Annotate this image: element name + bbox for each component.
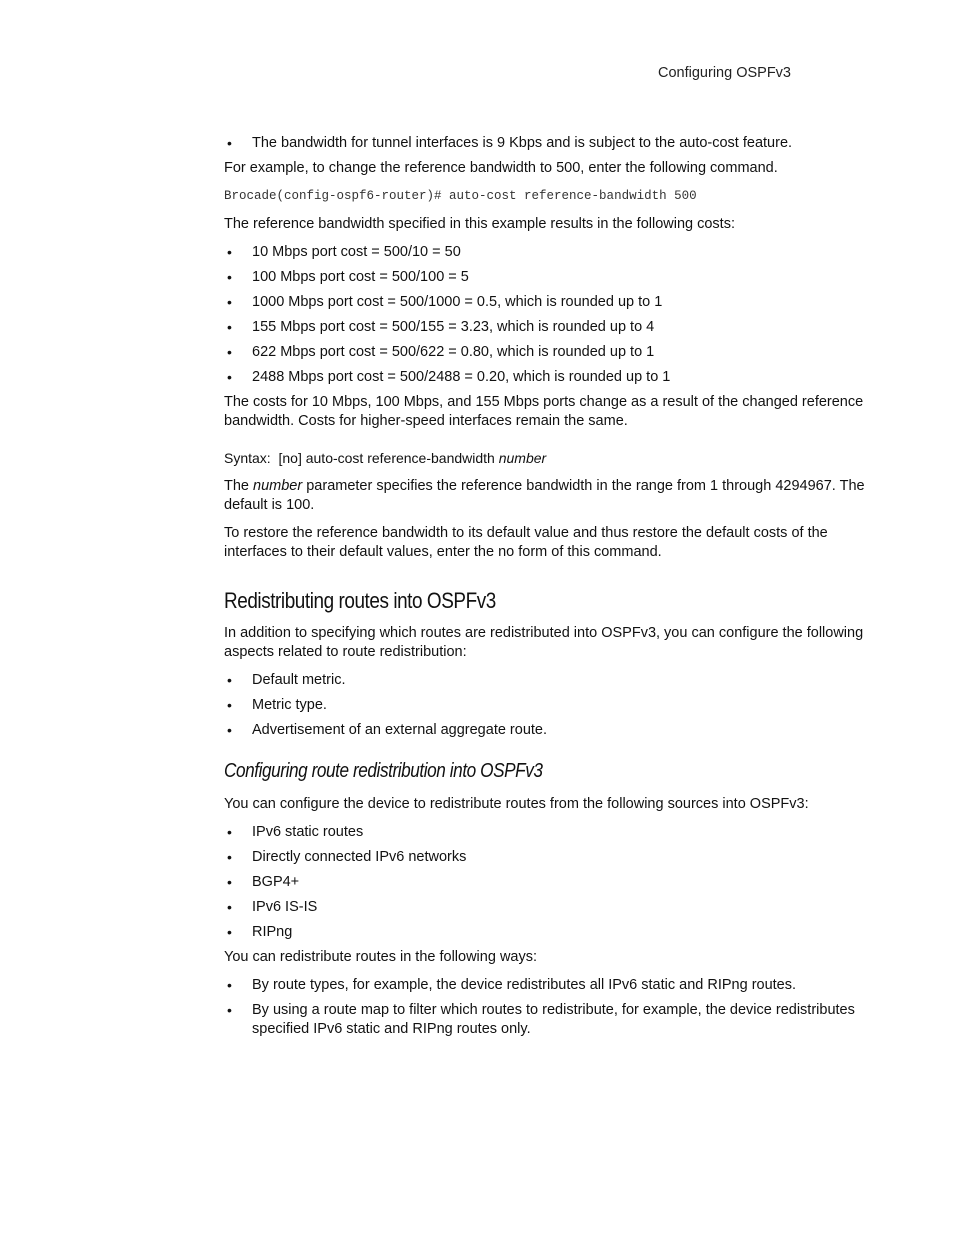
- bullet-icon: •: [227, 849, 232, 865]
- list-item-text: The bandwidth for tunnel interfaces is 9 Kbps and is subject to the auto-cost feature.: [252, 135, 793, 151]
- list-item-text: 1000 Mbps port cost = 500/1000 = 0.5, which is rounded up to 1: [252, 294, 663, 310]
- aspects-list: [224, 671, 874, 740]
- list-item-text: By route types, for example, the device redistributes all IPv6 static and RIPng routes.: [252, 977, 797, 993]
- list-item-text: By using a route map to filter which routes to redistribute, for example, the device redistributes specified IPv6 static and RIPng routes only.: [252, 1002, 855, 1037]
- list-item: [224, 671, 874, 690]
- param-desc: parameter specifies the reference bandwidth in the range from 1 through 4294967. The default is 100.: [224, 478, 865, 513]
- list-item-text: IPv6 static routes: [252, 824, 364, 840]
- list-item-text: 2488 Mbps port cost = 500/2488 = 0.20, which is rounded up to 1: [252, 369, 671, 385]
- list-item-text: RIPng: [252, 924, 293, 940]
- bullet-icon: •: [227, 824, 232, 840]
- ways-intro: You can redistribute routes in the following ways:: [224, 949, 538, 965]
- bullet-icon: •: [227, 874, 232, 890]
- list-item-text: 622 Mbps port cost = 500/622 = 0.80, which is rounded up to 1: [252, 344, 655, 360]
- list-item: [224, 823, 874, 842]
- bullet-icon: •: [227, 697, 232, 713]
- param-name: number: [253, 478, 303, 494]
- bullet-icon: •: [227, 135, 232, 151]
- bullet-icon: •: [227, 369, 232, 385]
- syntax-param: number: [498, 450, 547, 466]
- list-item: [224, 343, 874, 362]
- restore-tail: form of this command.: [518, 544, 662, 560]
- list-item: [224, 923, 874, 942]
- bullet-icon: •: [227, 672, 232, 688]
- redistributing-intro: In addition to specifying which routes are redistributed into OSPFv3, you can configure the following aspects related to route redistribution:: [224, 625, 864, 660]
- list-item-text: 10 Mbps port cost = 500/10 = 50: [252, 244, 461, 260]
- restore-text: To restore the reference bandwidth to its default value and thus restore the default costs of the interfaces to their default values, enter the: [224, 525, 828, 560]
- list-item: [224, 976, 874, 995]
- list-item: [224, 873, 874, 892]
- list-item: [224, 134, 874, 153]
- restore-no-keyword: no: [498, 544, 515, 560]
- sources-intro: You can configure the device to redistribute routes from the following sources into OSPFv3:: [224, 796, 809, 812]
- page-content: [224, 134, 874, 1045]
- tunnel-bullet-list: [224, 134, 874, 153]
- list-item: [224, 848, 874, 867]
- sources-list: [224, 823, 874, 942]
- bullet-icon: •: [227, 977, 232, 993]
- section-heading-redistributing: Redistributing routes into OSPFv3: [224, 588, 496, 613]
- list-item-text: Metric type.: [252, 697, 327, 713]
- costs-intro: The reference bandwidth specified in this example results in the following costs:: [224, 216, 735, 232]
- restore-paragraph: [224, 524, 874, 562]
- list-item: [224, 1001, 874, 1039]
- running-header: Configuring OSPFv3: [658, 65, 791, 81]
- bullet-icon: •: [227, 344, 232, 360]
- bullet-icon: •: [227, 294, 232, 310]
- syntax-command: [no] auto-cost reference-bandwidth: [278, 450, 495, 466]
- list-item-text: Default metric.: [252, 672, 346, 688]
- param-the: The: [224, 478, 249, 494]
- ways-list: [224, 976, 874, 1039]
- list-item: [224, 293, 874, 312]
- list-item: [224, 268, 874, 287]
- list-item-text: BGP4+: [252, 874, 300, 890]
- list-item: [224, 243, 874, 262]
- bullet-icon: •: [227, 269, 232, 285]
- subsection-heading-configuring: Configuring route redistribution into OSPFv3: [224, 760, 543, 782]
- list-item-text: Advertisement of an external aggregate route.: [252, 722, 548, 738]
- list-item: [224, 318, 874, 337]
- list-item: [224, 721, 874, 740]
- costs-note: The costs for 10 Mbps, 100 Mbps, and 155 Mbps ports change as a result of the changed reference bandwidth. Costs for higher-speed interfaces remain the same.: [224, 394, 864, 429]
- bullet-icon: •: [227, 244, 232, 260]
- bullet-icon: •: [227, 924, 232, 940]
- param-description: [224, 477, 874, 515]
- list-item: [224, 696, 874, 715]
- list-item: [224, 898, 874, 917]
- bullet-icon: •: [227, 899, 232, 915]
- bullet-icon: •: [227, 722, 232, 738]
- list-item-text: 155 Mbps port cost = 500/155 = 3.23, which is rounded up to 4: [252, 319, 655, 335]
- list-item-text: 100 Mbps port cost = 500/100 = 5: [252, 269, 469, 285]
- list-item-text: IPv6 IS-IS: [252, 899, 318, 915]
- list-item: [224, 368, 874, 387]
- syntax-line: [224, 449, 874, 468]
- bullet-icon: •: [227, 319, 232, 335]
- bullet-icon: •: [227, 1002, 232, 1018]
- list-item-text: Directly connected IPv6 networks: [252, 849, 467, 865]
- costs-list: [224, 243, 874, 387]
- syntax-label: Syntax:: [224, 450, 271, 466]
- example-intro: For example, to change the reference bandwidth to 500, enter the following command.: [224, 160, 778, 176]
- command-example: Brocade(config-ospf6-router)# auto-cost reference-bandwidth 500: [224, 189, 697, 203]
